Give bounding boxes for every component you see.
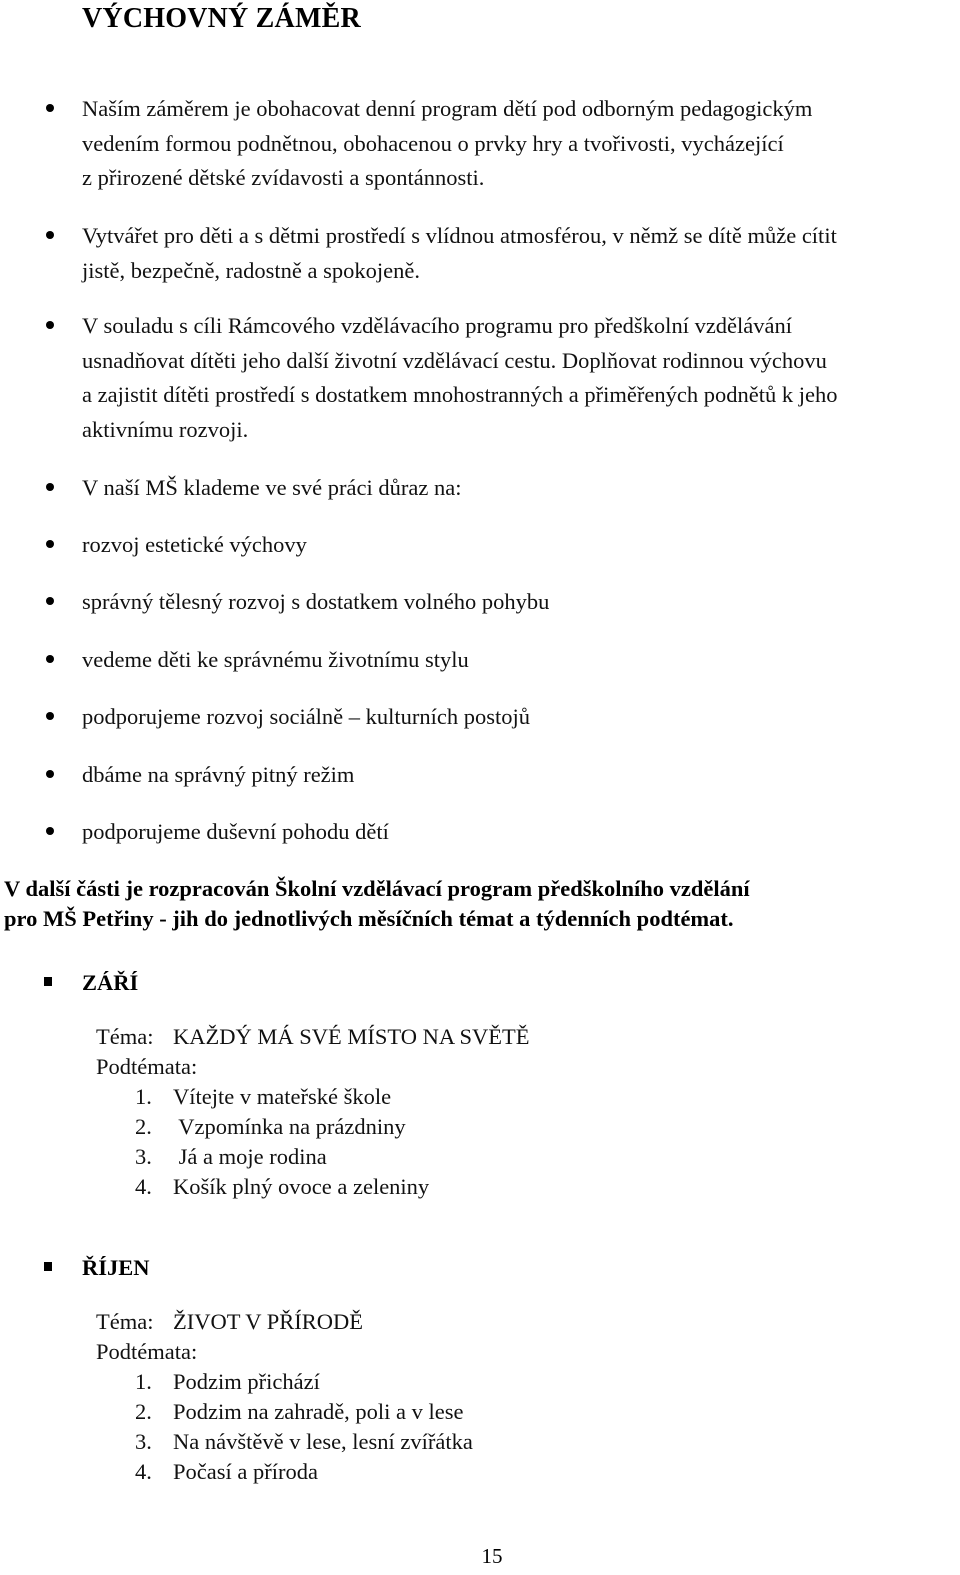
list-item (82, 471, 952, 506)
bullet-icon (46, 231, 54, 239)
bullet-icon (46, 827, 54, 835)
subtheme-text: Vzpomínka na prázdniny (173, 1114, 406, 1139)
list-item-line: V naší MŠ klademe ve své práci důraz na: (82, 475, 462, 500)
subtheme-number: 4. (135, 1459, 152, 1484)
theme-title: KAŽDÝ MÁ SVÉ MÍSTO NA SVĚTĚ (173, 1024, 530, 1049)
page-number: 15 (481, 1544, 503, 1568)
subtheme-item (135, 1367, 473, 1397)
square-bullet-icon (44, 977, 52, 986)
list-item-line: V souladu s cíli Rámcového vzdělávacího programu pro předškolní vzdělávání (82, 313, 793, 338)
program-note (4, 874, 750, 934)
program-note-line: pro MŠ Petřiny - jih do jednotlivých měsíčních témat a týdenních podtémat. (4, 906, 734, 931)
list-item (82, 643, 952, 678)
list-item-line: jistě, bezpečně, radostně a spokojeně. (82, 257, 420, 283)
subtheme-item (135, 1082, 529, 1112)
subtheme-number: 2. (135, 1399, 152, 1424)
month-name: ZÁŘÍ (82, 970, 139, 995)
subtheme-number: 3. (135, 1144, 152, 1169)
subtheme-text: Já a moje rodina (173, 1144, 327, 1169)
month-name: ŘÍJEN (82, 1255, 150, 1280)
subthemes-label: Podtémata: (96, 1054, 198, 1079)
subtheme-number: 2. (135, 1114, 152, 1139)
list-item-line: aktivnímu rozvoji. (82, 416, 249, 442)
subthemes-list (135, 1367, 473, 1487)
list-item (82, 815, 952, 850)
subtheme-text: Počasí a příroda (173, 1459, 318, 1484)
list-item-line: podporujeme duševní pohodu dětí (82, 819, 389, 844)
list-item-line: rozvoj estetické výchovy (82, 532, 307, 557)
page-title: VÝCHOVNÝ ZÁMĚR (82, 3, 361, 34)
list-item (82, 309, 952, 447)
bullet-icon (46, 483, 54, 491)
list-item-line: vedeme děti ke správnému životnímu stylu (82, 647, 469, 672)
subtheme-item (135, 1457, 473, 1487)
subthemes-label: Podtémata: (96, 1339, 198, 1364)
list-item-line: Naším záměrem je obohacovat denní program dětí pod odborným pedagogickým (82, 96, 813, 121)
theme-label: Téma: (96, 1024, 154, 1049)
list-item (82, 758, 952, 793)
subtheme-item (135, 1172, 529, 1202)
list-item (82, 92, 952, 196)
list-item-line: vedením formou podnětnou, obohacenou o prvky hry a tvořivosti, vycházející (82, 130, 784, 156)
theme-label: Téma: (96, 1309, 154, 1334)
subtheme-text: Na návštěvě v lese, lesní zvířátka (173, 1429, 473, 1454)
subtheme-item (135, 1397, 473, 1427)
bullet-icon (46, 655, 54, 663)
theme-title: ŽIVOT V PŘÍRODĚ (173, 1309, 364, 1334)
subtheme-item (135, 1427, 473, 1457)
subtheme-text: Vítejte v mateřské škole (173, 1084, 392, 1109)
subtheme-number: 4. (135, 1174, 152, 1199)
program-note-line: V další části je rozpracován Školní vzdělávací program předškolního vzdělání (4, 876, 750, 901)
subtheme-number: 1. (135, 1369, 152, 1394)
list-item (82, 219, 952, 288)
list-item-line: podporujeme rozvoj sociálně – kulturních postojů (82, 704, 531, 729)
list-item (82, 700, 952, 735)
list-item-line: dbáme na správný pitný režim (82, 762, 355, 787)
subthemes-list (135, 1082, 529, 1202)
theme-row (96, 1022, 529, 1052)
bullet-icon (46, 540, 54, 548)
list-item-line: z přirozené dětské zvídavosti a spontánnosti. (82, 165, 485, 190)
subtheme-text: Podzim na zahradě, poli a v lese (173, 1399, 464, 1424)
month-theme-block (96, 1022, 529, 1202)
bullet-icon (46, 770, 54, 778)
list-item-line: a zajistit dítěti prostředí s dostatkem mnohostranných a přiměřených podnětů k jeho (82, 382, 838, 407)
subtheme-number: 1. (135, 1084, 152, 1109)
subtheme-text: Podzim přichází (173, 1369, 320, 1394)
month-theme-block (96, 1307, 473, 1487)
theme-row (96, 1307, 473, 1337)
subtheme-item (135, 1142, 529, 1172)
bullet-icon (46, 321, 54, 329)
list-item (82, 585, 952, 620)
square-bullet-icon (44, 1262, 52, 1271)
list-item-line: správný tělesný rozvoj s dostatkem volného pohybu (82, 589, 550, 614)
subtheme-text: Košík plný ovoce a zeleniny (173, 1174, 430, 1199)
month-heading (82, 1253, 150, 1283)
list-item-line: Vytvářet pro děti a s dětmi prostředí s vlídnou atmosférou, v němž se dítě může cítit (82, 223, 837, 248)
list-item-line: usnadňovat dítěti jeho další životní vzdělávací cestu. Doplňovat rodinnou výchovu (82, 347, 827, 373)
bullet-icon (46, 597, 54, 605)
bullet-icon (46, 104, 54, 112)
subtheme-item (135, 1112, 529, 1142)
month-heading (82, 968, 138, 998)
bullet-icon (46, 712, 54, 720)
list-item (82, 528, 952, 563)
subtheme-number: 3. (135, 1429, 152, 1454)
